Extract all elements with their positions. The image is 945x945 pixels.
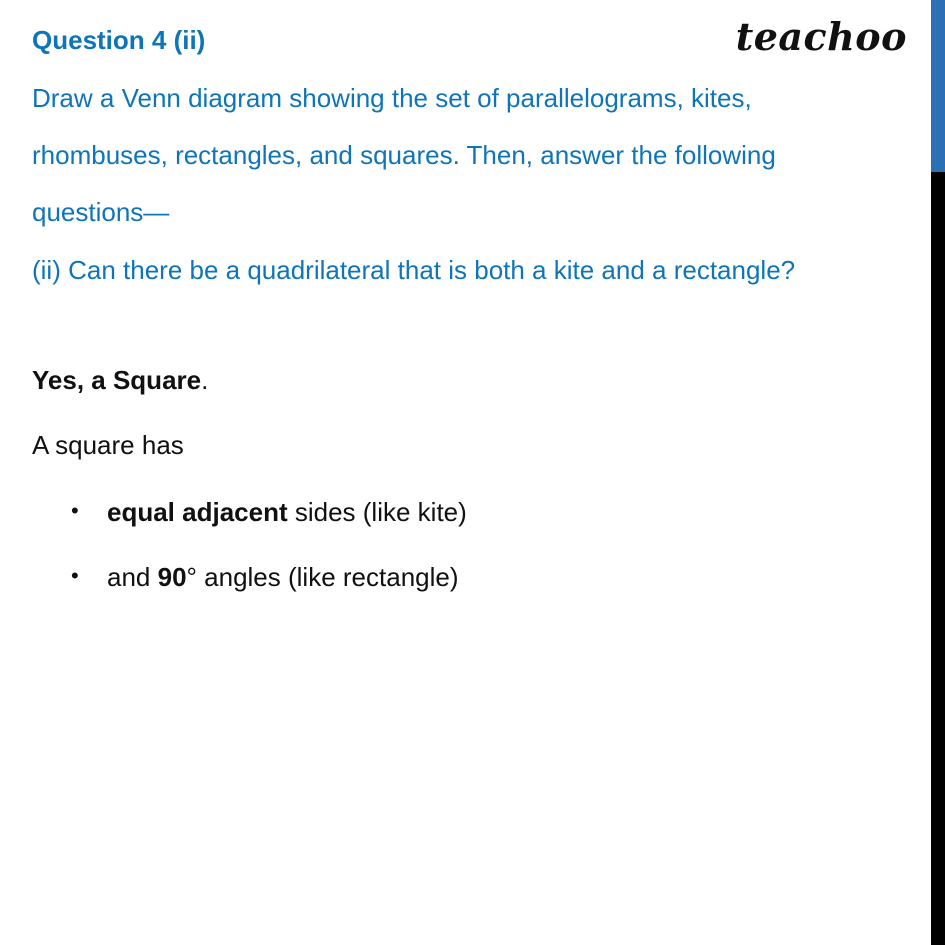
bullet-item-1 (107, 497, 467, 528)
bullet-2-pre: and (107, 562, 158, 592)
answer-lead (32, 365, 208, 396)
bullet-dot-2: • (71, 563, 79, 588)
teachoo-logo: teachoo (735, 14, 907, 59)
answer-lead-bold: Yes, a Square (32, 365, 202, 395)
bullet-2-bold: 90 (157, 562, 187, 592)
bullet-2-rest: ° angles (like rectangle) (186, 562, 459, 592)
bullet-1-bold: equal adjacent (107, 497, 288, 527)
question-line-4: (ii) Can there be a quadrilateral that is both a kite and a rectangle? (32, 255, 796, 285)
bullet-1-rest: sides (like kite) (287, 497, 467, 527)
bullet-dot-1: • (71, 498, 79, 523)
question-line-3: questions— (32, 197, 170, 227)
answer-lead-end: . (201, 365, 209, 395)
question-line-1: Draw a Venn diagram showing the set of parallelograms, kites, (32, 83, 752, 113)
question-line-2: rhombuses, rectangles, and squares. Then, answer the following (32, 140, 776, 170)
question-title: Question 4 (ii) (32, 25, 206, 55)
bullet-item-2 (107, 562, 459, 593)
answer-intro: A square has (32, 430, 184, 460)
right-edge-accent (931, 0, 945, 172)
